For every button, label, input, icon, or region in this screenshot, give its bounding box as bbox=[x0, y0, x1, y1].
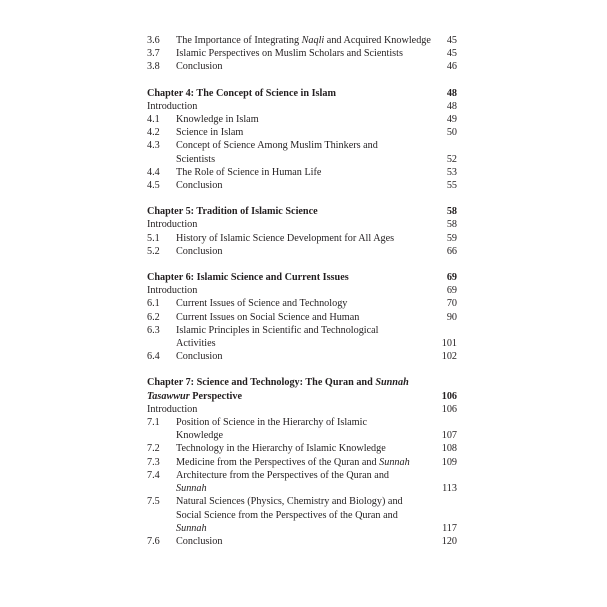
toc-entry bbox=[147, 495, 457, 535]
entry-title: History of Islamic Science Development for All Ages bbox=[176, 232, 395, 244]
entry-page: 107 bbox=[441, 430, 457, 442]
entry-number: 7.4 bbox=[147, 469, 160, 481]
toc-entry bbox=[147, 113, 457, 126]
chapter-page: 48 bbox=[446, 87, 457, 99]
entry-page: 120 bbox=[441, 535, 457, 547]
entry-page: 117 bbox=[442, 522, 457, 534]
entry-title-text: Architecture from the Perspectives of the Quran and bbox=[176, 469, 390, 481]
entry-title: Conclusion bbox=[176, 351, 223, 363]
entry-page: 45 bbox=[446, 48, 457, 60]
chapter-page: 69 bbox=[446, 272, 457, 284]
entry-number: 4.5 bbox=[147, 180, 160, 192]
entry-number: 4.4 bbox=[147, 166, 160, 178]
entry-number: 5.1 bbox=[147, 232, 160, 244]
chapter-title-part2: Perspective bbox=[189, 390, 242, 402]
entry-title: Position of Science in the Hierarchy of Islamic Knowledge bbox=[176, 417, 367, 442]
entry-title: Technology in the Hierarchy of Islamic Knowledge bbox=[176, 443, 386, 455]
table-of-contents bbox=[147, 34, 457, 548]
entry-number: 3.7 bbox=[147, 48, 160, 60]
toc-entry bbox=[147, 416, 457, 442]
entry-title: Current Issues of Science and Technology bbox=[176, 298, 348, 310]
entry-number: 4.1 bbox=[147, 114, 160, 126]
entry-title: Conclusion bbox=[176, 61, 223, 73]
entry-number: 6.3 bbox=[147, 324, 160, 336]
toc-entry bbox=[147, 139, 457, 165]
toc-entry bbox=[147, 126, 457, 139]
entry-page: 45 bbox=[446, 35, 457, 46]
toc-entry bbox=[147, 469, 457, 495]
entry-page: 109 bbox=[441, 456, 457, 468]
toc-entry bbox=[147, 60, 457, 73]
intro-title: Introduction bbox=[147, 100, 198, 112]
chapter-title: Chapter 5: Tradition of Islamic Science bbox=[147, 206, 318, 218]
toc-entry bbox=[147, 47, 457, 60]
entry-page: 59 bbox=[446, 232, 457, 244]
entry-title-text: Medicine from the Perspectives of the Quran and bbox=[176, 456, 377, 468]
entry-page: 90 bbox=[446, 311, 457, 323]
entry-number: 3.8 bbox=[147, 61, 160, 73]
entry-title: Islamic Perspectives on Muslim Scholars and Scientists bbox=[176, 48, 403, 60]
toc-entry bbox=[147, 166, 457, 179]
toc-entry bbox=[147, 179, 457, 192]
intro-page: 58 bbox=[446, 219, 457, 231]
entry-number: 6.1 bbox=[147, 298, 160, 310]
chapter-heading bbox=[147, 205, 457, 218]
entry-title: Conclusion bbox=[176, 245, 223, 257]
entry-page: 108 bbox=[441, 443, 457, 455]
toc-intro bbox=[147, 284, 457, 297]
entry-page: 102 bbox=[441, 351, 457, 363]
entry-page: 70 bbox=[446, 298, 457, 310]
toc-entry bbox=[147, 535, 457, 548]
chapter-title: Chapter 4: The Concept of Science in Islam bbox=[147, 87, 336, 99]
entry-number: 4.2 bbox=[147, 127, 160, 139]
intro-title: Introduction bbox=[147, 285, 198, 297]
chapter-title: Chapter 6: Islamic Science and Current Issues bbox=[147, 272, 349, 284]
entry-number: 7.5 bbox=[147, 496, 160, 508]
toc-intro bbox=[147, 100, 457, 113]
entry-title bbox=[176, 495, 406, 535]
entry-title: Current Issues on Social Science and Human bbox=[176, 311, 360, 323]
entry-number: 6.2 bbox=[147, 311, 160, 323]
chapter-heading bbox=[147, 376, 457, 402]
entry-page: 49 bbox=[446, 114, 457, 126]
entry-title-italic: Sunnah bbox=[176, 483, 207, 495]
toc-intro bbox=[147, 403, 457, 416]
entry-page: 52 bbox=[446, 153, 457, 165]
entry-title: Knowledge in Islam bbox=[176, 114, 259, 126]
toc-intro bbox=[147, 218, 457, 231]
entry-title bbox=[176, 469, 416, 495]
toc-entry bbox=[147, 34, 457, 47]
toc-entry bbox=[147, 442, 457, 455]
entry-number: 7.3 bbox=[147, 456, 160, 468]
chapter-title-italic: Sunnah Tasawwur bbox=[147, 377, 409, 402]
chapter-page: 106 bbox=[441, 390, 457, 402]
entry-title: Science in Islam bbox=[176, 127, 244, 139]
intro-title: Introduction bbox=[147, 219, 198, 231]
entry-number: 5.2 bbox=[147, 245, 160, 257]
toc-entry bbox=[147, 297, 457, 310]
entry-page: 50 bbox=[446, 127, 457, 139]
entry-title-text: Natural Sciences (Physics, Chemistry and Biology) and Social Science from the Perspectives of the Quran and bbox=[176, 496, 403, 521]
toc-entry bbox=[147, 350, 457, 363]
entry-page: 53 bbox=[446, 166, 457, 178]
entry-number: 7.2 bbox=[147, 443, 160, 455]
entry-title: Concept of Science Among Muslim Thinkers and Scientists bbox=[176, 140, 378, 165]
intro-page: 106 bbox=[441, 403, 457, 415]
intro-page: 69 bbox=[446, 285, 457, 297]
toc-entry bbox=[147, 232, 457, 245]
entry-title: The Importance of Integrating Naqli and Acquired Knowledge bbox=[176, 35, 431, 46]
entry-number: 7.1 bbox=[147, 417, 160, 429]
entry-title: The Role of Science in Human Life bbox=[176, 166, 322, 178]
entry-title-italic: Sunnah bbox=[379, 456, 410, 468]
chapter-page: 58 bbox=[446, 206, 457, 218]
toc-entry bbox=[147, 311, 457, 324]
chapter-title-part1: Chapter 7: Science and Technology: The Quran and bbox=[147, 377, 373, 389]
toc-entry bbox=[147, 456, 457, 469]
chapter-heading bbox=[147, 271, 457, 284]
entry-page: 113 bbox=[442, 483, 457, 495]
entry-number: 4.3 bbox=[147, 140, 160, 152]
entry-title: Islamic Principles in Scientific and Technological Activities bbox=[176, 324, 379, 350]
entry-page: 55 bbox=[446, 180, 457, 192]
entry-page: 66 bbox=[446, 245, 457, 257]
entry-title-italic: Sunnah bbox=[176, 522, 207, 534]
entry-title bbox=[176, 456, 416, 469]
chapter-heading bbox=[147, 87, 457, 100]
entry-title: Conclusion bbox=[176, 535, 223, 547]
chapter-title bbox=[147, 376, 417, 402]
toc-entry bbox=[147, 324, 457, 350]
toc-entry bbox=[147, 245, 457, 258]
entry-number: 3.6 bbox=[147, 35, 160, 46]
entry-number: 7.6 bbox=[147, 535, 160, 547]
entry-page: 101 bbox=[441, 338, 457, 350]
intro-page: 48 bbox=[446, 100, 457, 112]
entry-title: Conclusion bbox=[176, 180, 223, 192]
entry-number: 6.4 bbox=[147, 351, 160, 363]
entry-page: 46 bbox=[446, 61, 457, 73]
intro-title: Introduction bbox=[147, 403, 198, 415]
